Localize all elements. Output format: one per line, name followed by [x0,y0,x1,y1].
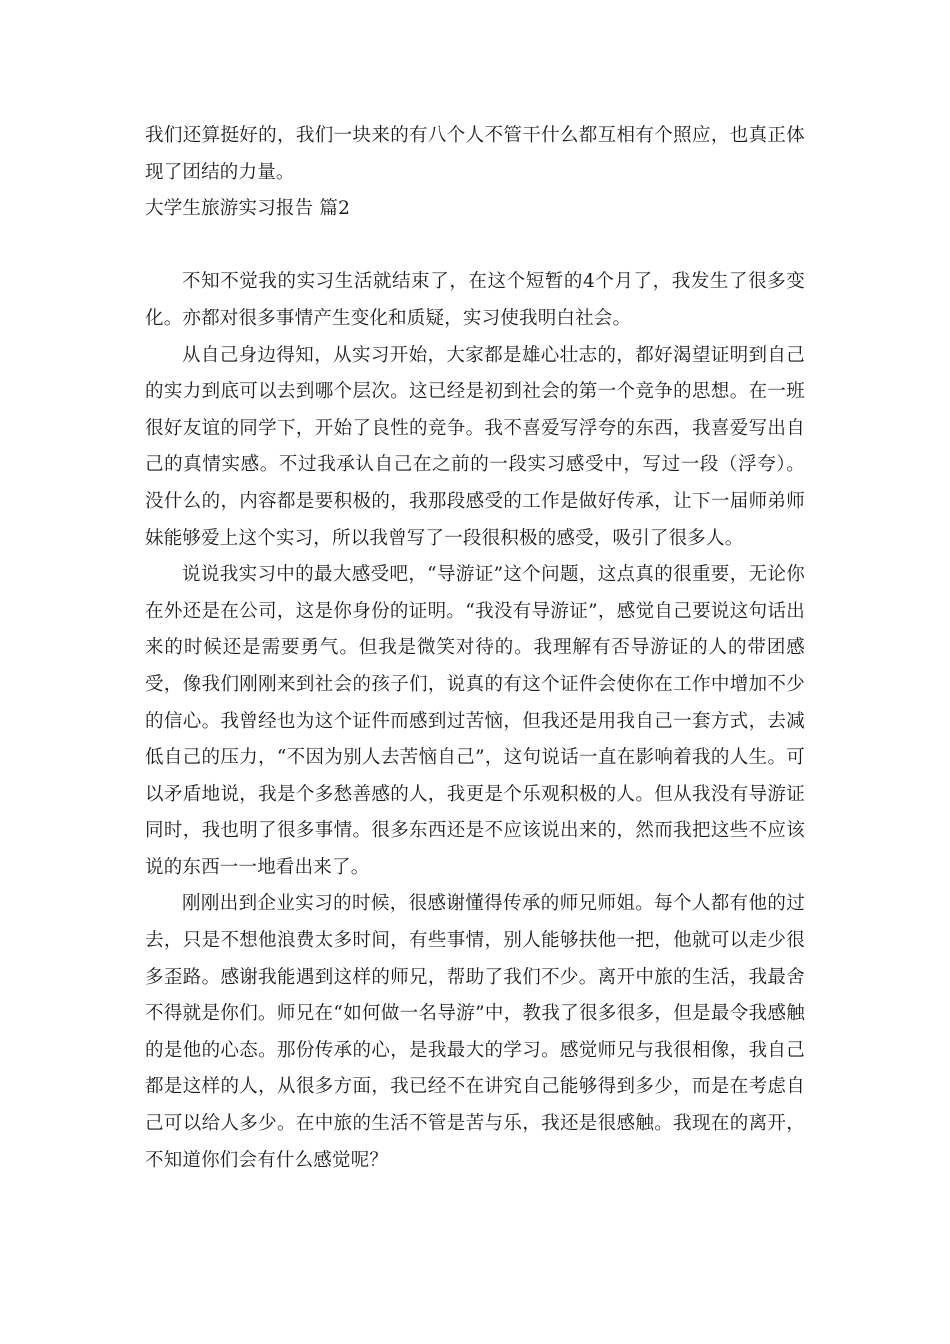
intro-paragraph: 我们还算挺好的，我们一块来的有八个人不管干什么都互相有个照应，也真正体现了团结的力量。 [145,125,805,183]
section-heading: 大学生旅游实习报告 篇2 [145,198,351,220]
paragraph-3: 说说我实习中的最大感受吧，“导游证”这个问题，这点真的很重要，无论你在外还是在公司，这是你身份的证明。“我没有导游证”，感觉自己要说这句话出来的时候还是需要勇气。但我是微笑对待的。我理解有否导游证的人的带团感受，像我们刚刚来到社会的孩子们，说真的有这个证件会使你在工作中增加不少的信心。我曾经也为这个证件而感到过苦恼，但我还是用我自己一套方式，去减低自己的压力，“不因为别人去苦恼自己”，这句说话一直在影响着我的人生。可以矛盾地说，我是个多愁善感的人，我更是个乐观积极的人。但从我没有导游证同时，我也明了很多事情。很多东西还是不应该说出来的，然而我把这些不应该说的东西一一地看出来了。 [145,564,805,878]
paragraph-1: 不知不觉我的实习生活就结束了，在这个短暂的4个月了，我发生了很多变化。亦都对很多事情产生变化和质疑，实习使我明白社会。 [145,271,805,329]
document-body [145,118,805,1179]
blank-line [145,228,805,265]
paragraph-2: 从自己身边得知，从实习开始，大家都是雄心壮志的，都好渴望证明到自己的实力到底可以去到哪个层次。这已经是初到社会的第一个竞争的思想。在一班很好友谊的同学下，开始了良性的竞争。我不喜爱写浮夸的东西，我喜爱写出自己的真情实感。不过我承认自己在之前的一段实习感受中，写过一段（浮夸）。没什么的，内容都是要积极的，我那段感受的工作是做好传承，让下一届师弟师妹能够爱上这个实习，所以我曾写了一段很积极的感受，吸引了很多人。 [145,344,805,549]
paragraph-4: 刚刚出到企业实习的时候，很感谢懂得传承的师兄师姐。每个人都有他的过去，只是不想他浪费太多时间，有些事情，别人能够扶他一把，他就可以走少很多歪路。感谢我能遇到这样的师兄，帮助了我们不少。离开中旅的生活，我最舍不得就是你们。师兄在“如何做一名导游”中，教我了很多很多，但是最令我感触的是他的心态。那份传承的心，是我最大的学习。感觉师兄与我很相像，我自己都是这样的人，从很多方面，我已经不在讲究自己能够得到多少，而是在考虑自己可以给人多少。在中旅的生活不管是苦与乐，我还是很感触。我现在的离开，不知道你们会有什么感觉呢？ [145,893,805,1171]
